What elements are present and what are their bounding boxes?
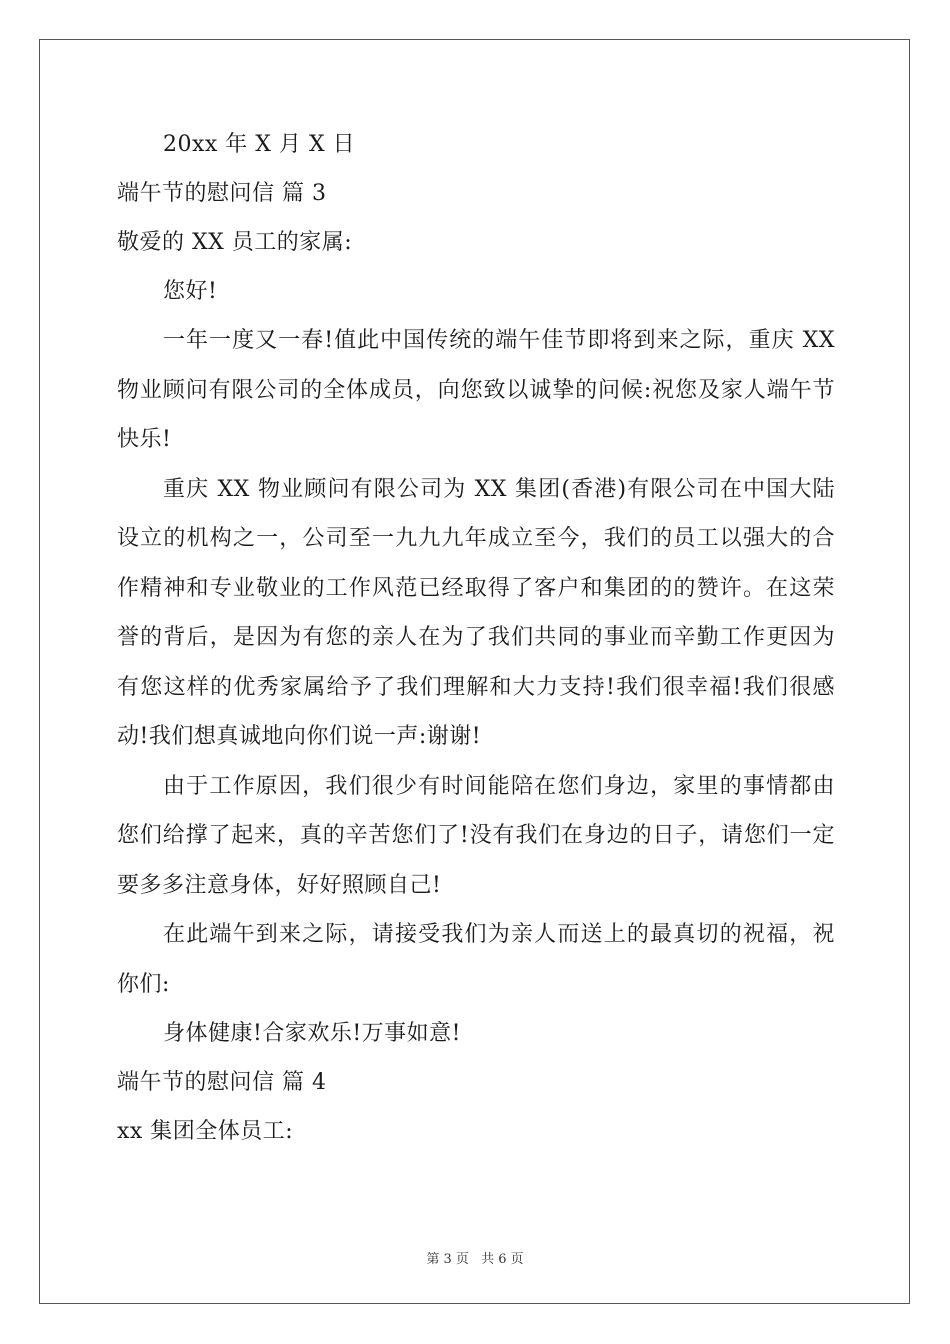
salutation-3: 敬爱的 XX 员工的家属: xyxy=(117,230,353,255)
paragraph-4: 在此端午到来之际，请接受我们为亲人而送上的最真切的祝福，祝你们: xyxy=(117,922,835,997)
page-total: 共 6 页 xyxy=(481,1252,524,1267)
wishes: 身体健康!合家欢乐!万事如意! xyxy=(163,1021,462,1046)
page-number: 第 3 页 xyxy=(426,1252,469,1267)
salutation-4: xx 集团全体员工: xyxy=(117,1119,294,1144)
section-title-4: 端午节的慰问信 篇 4 xyxy=(117,1070,327,1095)
page-footer xyxy=(0,1248,950,1267)
document-body xyxy=(117,120,835,1156)
section-title-3: 端午节的慰问信 篇 3 xyxy=(117,181,327,206)
paragraph-3: 由于工作原因，我们很少有时间能陪在您们身边，家里的事情都由您们给撑了起来，真的辛苦您们了!没有我们在身边的日子，请您们一定要多多注意身体，好好照顾自己! xyxy=(117,773,835,898)
paragraph-2: 重庆 XX 物业顾问有限公司为 XX 集团(香港)有限公司在中国大陆设立的机构之一，公司至一九九九年成立至今，我们的员工以强大的合作精神和专业敬业的工作风范已经取得了客户和集团的的赞许。在这荣誉的背后，是因为有您的亲人在为了我们共同的事业而辛勤工作更因为有您这样的优秀家属给予了我们理解和大力支持!我们很幸福!我们很感动!我们想真诚地向你们说一声:谢谢! xyxy=(117,476,835,749)
letter-date: 20xx 年 X 月 X 日 xyxy=(163,132,356,157)
paragraph-1: 一年一度又一春!值此中国传统的端午佳节即将到来之际，重庆 XX 物业顾问有限公司的全体成员，向您致以诚挚的问候:祝您及家人端午节快乐! xyxy=(117,328,835,452)
greeting: 您好! xyxy=(163,279,218,304)
